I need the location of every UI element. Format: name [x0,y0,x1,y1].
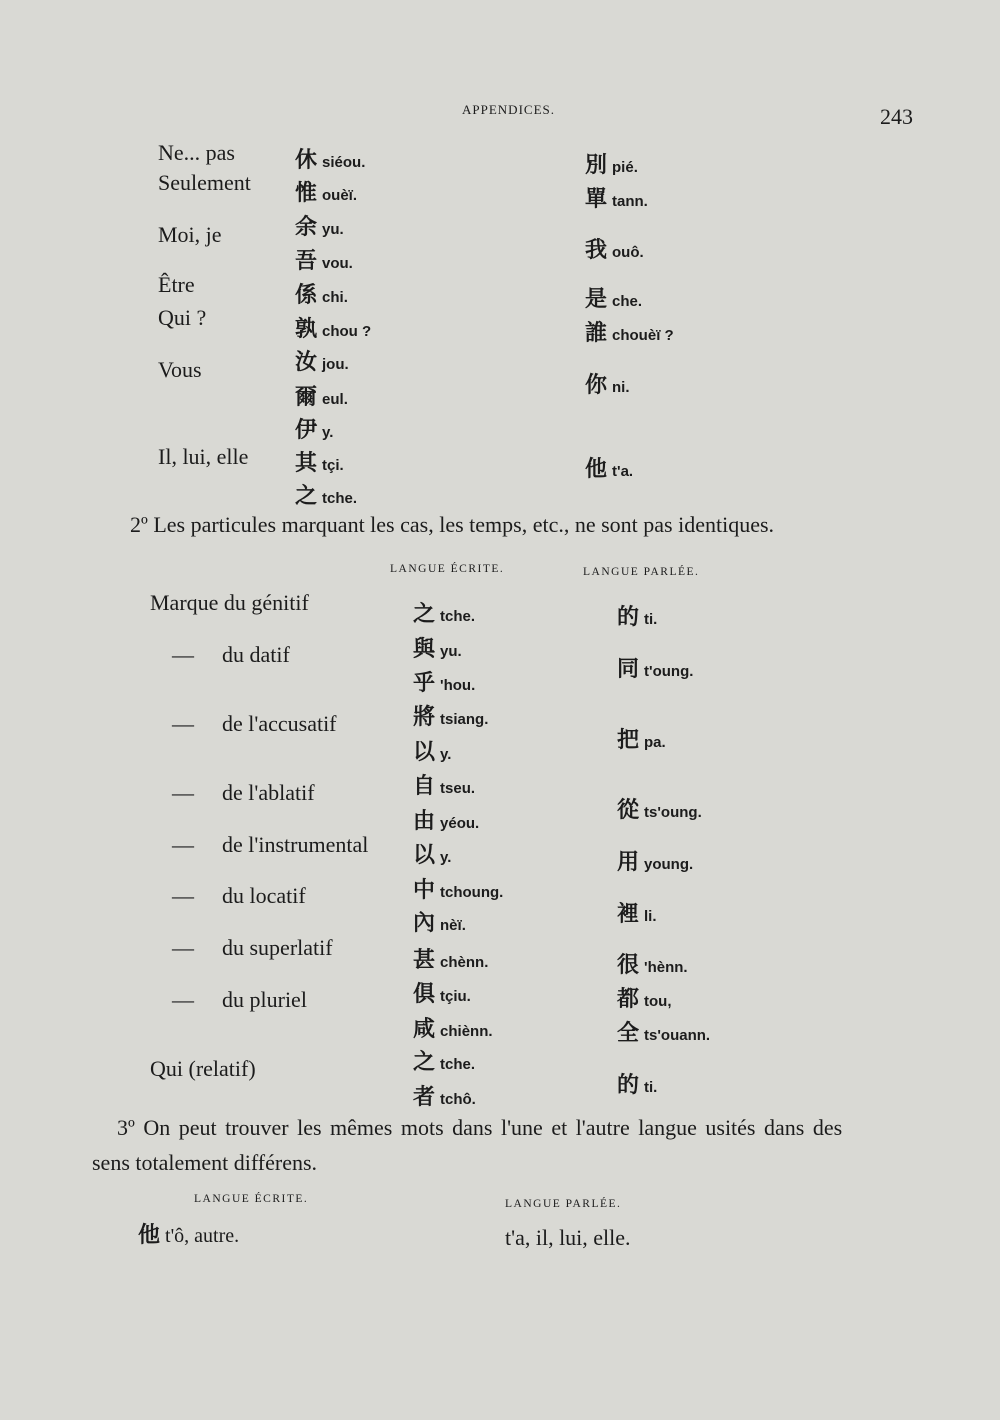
written-form [413,597,475,628]
romanization: nèï. [440,917,466,934]
chinese-character: 將 [413,705,436,730]
romanization: tche. [440,608,476,625]
written-form [413,977,471,1008]
romanization: ouô. [612,244,644,261]
final-header-written: LANGUE ÉCRITE. [194,1193,309,1205]
chinese-character: 之 [413,1050,436,1075]
written-form [295,380,348,411]
spoken-form [585,182,648,213]
row-label: Marque du génitif [150,590,309,615]
romanization: tchô. [440,1091,476,1108]
chinese-character: 裡 [617,902,640,927]
chinese-character: 休 [295,148,318,173]
romanization: chiènn. [440,1023,493,1040]
row-label: du datif [222,642,290,667]
romanization: ni. [612,379,630,396]
chinese-character: 他 [585,457,608,482]
romanization: t'ô, autre. [165,1225,240,1247]
paragraph-2: 2º Les particules marquant les cas, les temps, etc., ne sont pas identiques. [130,512,775,537]
chinese-character: 者 [413,1085,436,1110]
chinese-character: 汝 [295,350,318,375]
chinese-character: 自 [413,774,436,799]
written-form [413,700,488,731]
written-form [413,873,503,904]
romanization: y. [440,849,452,866]
romanization: t'a. [612,463,634,480]
chinese-character: 都 [617,987,640,1012]
romanization: jou. [322,356,349,373]
romanization: li. [644,908,657,925]
chinese-character: 全 [617,1021,640,1046]
row-label: Vous [158,357,202,382]
row-label: Qui (relatif) [150,1056,256,1081]
romanization: tsiang. [440,711,489,728]
chinese-character: 中 [413,878,436,903]
ditto-dash: — [172,883,194,908]
written-form [413,943,488,974]
chinese-character: 內 [413,911,436,936]
chinese-character: 俱 [413,982,436,1007]
row-label: du locatif [222,883,306,908]
chinese-character: 乎 [413,671,436,696]
romanization: 'hou. [440,677,476,694]
romanization: yu. [440,643,462,660]
romanization: y. [440,746,452,763]
chinese-character: 由 [413,809,436,834]
row-label: Seulement [158,170,251,195]
row-label: du pluriel [222,987,307,1012]
chinese-character: 孰 [295,317,318,342]
romanization: ts'oung. [644,804,702,821]
ditto-dash: — [172,780,194,805]
written-form [413,906,466,937]
chinese-character: 把 [617,728,640,753]
spoken-form [617,845,693,876]
written-form [413,804,479,835]
chinese-character: 我 [585,238,608,263]
spoken-form [617,793,702,824]
paragraph-3-line-2: sens totalement différens. [92,1150,318,1175]
chinese-character: 以 [413,740,436,765]
chinese-character: 誰 [585,321,608,346]
written-form [413,1012,493,1043]
chinese-character: 從 [617,798,640,823]
written-form [295,176,357,207]
romanization: pié. [612,159,638,176]
row-label: de l'ablatif [222,780,315,805]
spoken-form [585,452,633,483]
row-label: Ne... pas [158,140,235,165]
running-header: APPENDICES. [462,102,555,117]
chinese-character: 係 [295,283,318,308]
final-written-entry [138,1218,239,1249]
romanization: vou. [322,255,353,272]
romanization: tou, [644,993,672,1010]
romanization: tann. [612,193,648,210]
spoken-form [617,652,693,683]
spoken-form [585,233,644,264]
written-form [295,143,365,174]
chinese-character: 是 [585,287,608,312]
chinese-character: 很 [617,953,640,978]
chinese-character: 之 [295,484,318,509]
row-label: de l'instrumental [222,832,369,857]
written-form [413,1045,475,1076]
romanization: ti. [644,1079,658,1096]
page-number: 243 [880,104,913,129]
row-label: Moi, je [158,222,222,247]
spoken-form [617,982,672,1013]
chinese-character: 以 [413,843,436,868]
row-label: Il, lui, elle [158,444,249,469]
romanization: siéou. [322,154,366,171]
written-form [413,769,475,800]
romanization: tche. [440,1056,476,1073]
chinese-character: 用 [617,850,640,875]
romanization: chi. [322,289,348,306]
spoken-form [617,1068,657,1099]
chinese-character: 的 [617,1073,640,1098]
romanization: young. [644,856,694,873]
romanization: eul. [322,391,348,408]
romanization: tchoung. [440,884,504,901]
chinese-character: 單 [585,187,608,212]
written-form [295,413,333,444]
chinese-character: 其 [295,451,318,476]
chinese-character: 惟 [295,181,318,206]
written-form [295,244,353,275]
romanization: ouèï. [322,187,358,204]
paragraph-3-line-1: 3º On peut trouver les mêmes mots dans l'une et l'autre langue usités dans des [117,1115,843,1140]
written-form [295,479,357,510]
romanization: chènn. [440,954,489,971]
romanization: pa. [644,734,666,751]
spoken-form [585,148,638,179]
ditto-dash: — [172,935,194,960]
chinese-character: 他 [138,1223,161,1248]
chinese-character: 的 [617,605,640,630]
chinese-character: 吾 [295,249,318,274]
romanization: ts'ouann. [644,1027,711,1044]
romanization: tçiu. [440,988,471,1005]
chinese-character: 與 [413,637,436,662]
written-form [413,838,451,869]
romanization: t'oung. [644,663,694,680]
romanization: chou ? [322,323,372,340]
chinese-character: 同 [617,657,640,682]
spoken-form [585,368,630,399]
row-label: Être [158,272,195,297]
chinese-character: 余 [295,215,318,240]
written-form [295,210,344,241]
romanization: tçi. [322,457,344,474]
written-form [413,1080,476,1111]
written-form [295,446,344,477]
ditto-dash: — [172,987,194,1012]
chinese-character: 爾 [295,385,318,410]
romanization: che. [612,293,643,310]
spoken-form [585,282,642,313]
romanization: chouèï ? [612,327,674,344]
chinese-character: 別 [585,153,608,178]
romanization: yu. [322,221,344,238]
chinese-character: 伊 [295,418,318,443]
chinese-character: 咸 [413,1017,436,1042]
chinese-character: 甚 [413,948,436,973]
ditto-dash: — [172,642,194,667]
romanization: y. [322,424,334,441]
written-form [413,666,475,697]
romanization: yéou. [440,815,480,832]
spoken-form [617,897,657,928]
romanization: tseu. [440,780,476,797]
spoken-form [617,600,657,631]
spoken-form [617,948,688,979]
romanization: 'hènn. [644,959,688,976]
romanization: tche. [322,490,358,507]
spoken-form [617,723,666,754]
romanization: ti. [644,611,658,628]
spoken-form [585,316,674,347]
written-form [413,735,451,766]
final-spoken-entry: t'a, il, lui, elle. [505,1225,631,1250]
column-header-written: LANGUE ÉCRITE. [390,563,505,575]
final-header-spoken: LANGUE PARLÉE. [505,1198,622,1210]
row-label: du superlatif [222,935,333,960]
row-label: de l'accusatif [222,711,337,736]
chinese-character: 你 [585,373,608,398]
spoken-form [617,1016,710,1047]
row-label: Qui ? [158,305,207,330]
ditto-dash: — [172,832,194,857]
written-form [295,312,371,343]
chinese-character: 之 [413,602,436,627]
column-header-spoken: LANGUE PARLÉE. [583,566,700,578]
written-form [413,632,462,663]
written-form [295,278,348,309]
ditto-dash: — [172,711,194,736]
written-form [295,345,349,376]
